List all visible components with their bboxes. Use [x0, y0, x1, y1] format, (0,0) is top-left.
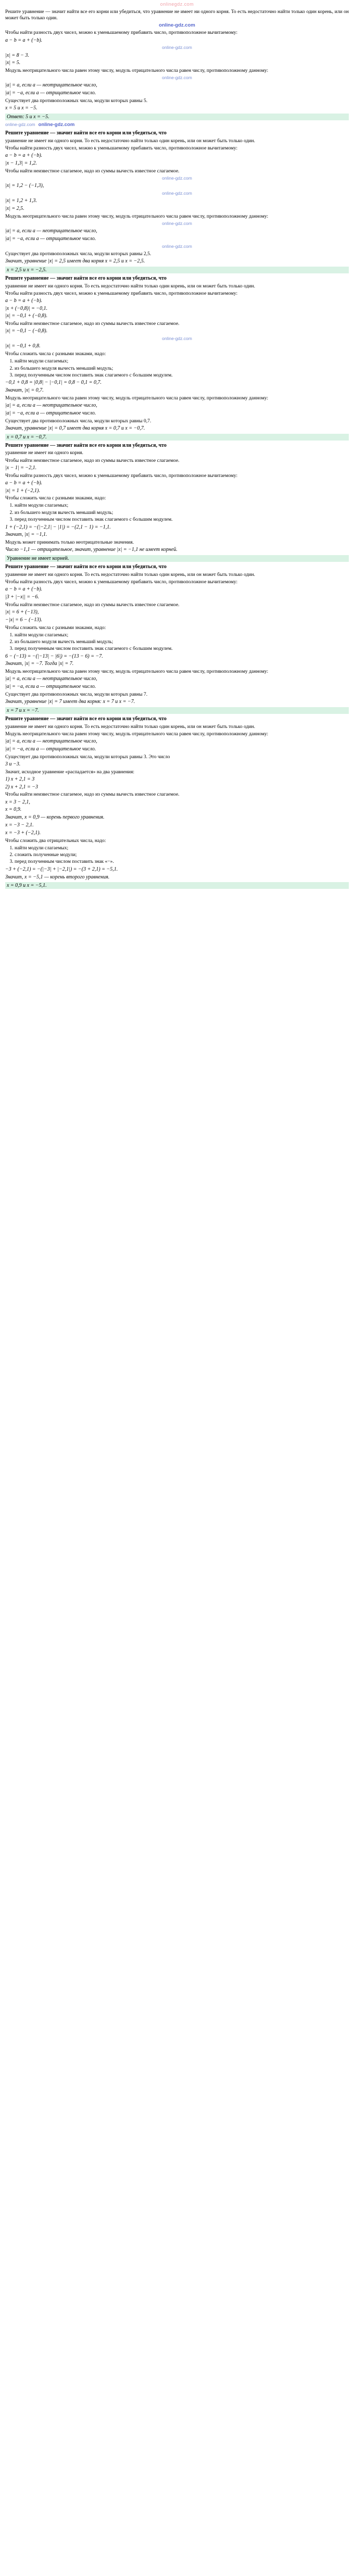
formula-modulus-neg-6: |a| = −a, если a — отрицательное число. [5, 746, 96, 752]
formula-modulus-nonneg-5: |a| = a, если a — неотрицательное число, [5, 676, 97, 682]
formula-modulus-neg-5: |a| = −a, если a — отрицательное число. [5, 684, 96, 690]
paragraph-unknown-addend-2: Чтобы найти неизвестное слагаемое, надо из суммы вычесть известное слагаемое. [5, 168, 180, 174]
formula-abs-8: |x| = −0,1 + 0,8. [5, 343, 41, 349]
paragraph-difference-rule-1: Чтобы найти разность двух чисел, можно к уменьшаемому прибавить число, противоположное вычитаемому: [5, 30, 238, 36]
formula-significance-1: Значит, |x| = 0,7. [5, 387, 44, 394]
heading-solve-6: Решите уравнение — значит найти все его корни или убедиться, что [5, 715, 167, 722]
heading-solve-3: Решите уравнение — значит найти все его корни или убедиться, что [5, 275, 167, 281]
formula-compute-4: −3 + (−2,1) = −(|−3| + |−2,1|) = −(3 + 2,1) = −5,1. [5, 866, 118, 872]
formula-modulus-nonneg-1: |a| = a, если a — неотрицательное число, [5, 82, 97, 89]
paragraph-modulus-rule-6: Модуль неотрицательного числа равен этому числу, модуль отрицательного числа равен числу, противоположному данному: [5, 731, 269, 737]
list-item: 2. из большего модуля вычесть меньший модуль; [15, 639, 349, 645]
list-add-diff-signs-2 [5, 502, 349, 523]
list-item: 1. найти модули слагаемых; [15, 502, 349, 509]
formula-solve-1a: x = 3 − 2,1, [5, 799, 30, 805]
answer-highlight-6: x = 0,9 и x = −5,1. [5, 882, 349, 889]
paragraph-splits-into-two: Значит, исходное уравнение «распадается» на два уравнения: [5, 769, 135, 775]
formula-abs-2: |x| = 5. [5, 60, 21, 66]
watermark-inline-4: online-gdz.com [162, 175, 192, 181]
formula-compute-3: 6 − (−13) = −(|−13| − |6|) = −(13 − 6) = −7. [5, 653, 103, 659]
paragraph-modulus-nonneg-only: Модуль может принимать только неотрицательные значения. [5, 540, 134, 546]
list-item: 1. найти модули слагаемых; [15, 358, 349, 365]
paragraph-difference-rule-3: Чтобы найти разность двух чисел, можно к уменьшаемому прибавить число, противоположное вычитаемому: [5, 291, 238, 296]
formula-modulus-neg-3: |a| = −a, если a — отрицательное число. [5, 410, 96, 416]
formula-root-first: Значит, x = 0,9 — корень первого уравнения. [5, 814, 105, 821]
watermark-inline-3: online-gdz.com [162, 75, 192, 81]
formula-abs-11: −|x| = 6 − (−13). [5, 617, 43, 623]
formula-equation-4: |x − 1| = −2,1. [5, 464, 37, 471]
list-item: 3. перед полученным числом поставить знак «−». [15, 859, 349, 865]
paragraph-difference-rule-5: Чтобы найти разность двух чисел, можно к уменьшаемому прибавить число, противоположное вычитаемому: [5, 580, 238, 585]
formula-equation-5: |3 + |−x|| = −6. [5, 594, 39, 600]
formula-equation-3: |x + (−0,8)| = −0,1. [5, 305, 48, 311]
formula-modulus-neg-2: |a| = −a, если a — отрицательное число. [5, 235, 96, 242]
formula-subequation-1: 1) x + 2,1 = 3 [5, 776, 35, 782]
formula-abs-7: |x| = −0,1 − (−0,8). [5, 328, 48, 334]
watermark-inline-7: online-gdz.com [162, 243, 192, 249]
paragraph-add-diff-signs-2: Чтобы сложить числа с разными знаками, надо: [5, 496, 106, 501]
formula-difference-5: a − b = a + (−b). [5, 586, 43, 593]
formula-modulus-nonneg-6: |a| = a, если a — неотрицательное число, [5, 738, 97, 745]
answer-highlight-2: x = 2,5 и x = −2,5. [5, 267, 349, 273]
list-item: 1. найти модули слагаемых; [15, 632, 349, 638]
formula-modulus-neg-1: |a| = −a, если a — отрицательное число. [5, 90, 96, 96]
paragraph-two-opposites-2: Существует два противоположных числа, модули которых равны 2,5. [5, 251, 151, 257]
formula-difference-3: a − b = a + (−b). [5, 297, 43, 304]
formula-roots-2: Значит, уравнение |x| = 2,5 имеет два корня x = 2,5 и x = −2,5. [5, 258, 145, 264]
paragraph-solve-definition-5: уравнение не имеет ни одного корня. То есть недостаточно найти только один корень, или он может быть только один. [5, 572, 255, 577]
list-item: 1. найти модули слагаемых; [15, 845, 349, 851]
formula-roots-3: Значит, уравнение |x| = 0,7 имеет два корня x = 0,7 и x = −0,7. [5, 425, 145, 431]
list-item: 3. перед полученным числом поставить знак слагаемого с большим модулем. [15, 646, 349, 652]
document-content [0, 7, 354, 896]
list-item: 3. перед полученным числом поставить знак слагаемого с большим модулем. [15, 517, 349, 523]
paragraph-modulus-rule-2: Модуль неотрицательного числа равен этому числу, модуль отрицательного числа равен числу, противоположному данному: [5, 213, 269, 219]
formula-roots-5: Значит, уравнение |x| = 7 имеет два корня: x = 7 и x = −7. [5, 699, 135, 705]
paragraph-unknown-addend-5: Чтобы найти неизвестное слагаемое, надо из суммы вычесть известное слагаемое. [5, 602, 180, 608]
list-item: 2. сложить полученные модули; [15, 852, 349, 858]
list-item: 2. из большего модуля вычесть меньший модуль; [15, 366, 349, 372]
paragraph-solve-definition-1: Решите уравнение — значит найти все его корни или убедиться, что уравнение не имеет ни одного корня. То есть недостаточно найти только один корень, или он может быть только один. [5, 9, 349, 21]
paragraph-add-two-negatives: Чтобы сложить два отрицательных числа, надо: [5, 838, 106, 844]
paragraph-two-opposites-6: Существует два противоположных числа, модули которых равны 3. Это число [5, 754, 170, 760]
heading-solve-2: Решите уравнение — значит найти все его корни или убедиться, что [5, 130, 167, 136]
formula-solve-2b: x = −3 + (−2,1). [5, 830, 41, 836]
list-item: 3. перед полученным числом поставить знак слагаемого с большим модулем. [15, 372, 349, 379]
formula-no-roots-reason: Число −1,1 — отрицательное, значит, уравнение |x| = −1,1 не имеет корней. [5, 547, 178, 553]
formula-abs-10: |x| = 6 + (−13), [5, 609, 39, 615]
answer-highlight-4: Уравнение не имеет корней. [5, 555, 349, 562]
heading-solve-5: Решите уравнение — значит найти все его корни или убедиться, что [5, 564, 167, 570]
formula-abs-5: |x| = 2,5. [5, 205, 24, 211]
formula-abs-9: |x| = 1 + (−2,1). [5, 487, 40, 494]
formula-solve-2a: x = −3 − 2,1. [5, 822, 34, 828]
formula-roots-1: x = 5 и x = −5. [5, 105, 37, 111]
formula-significance-2: Значит, |x| = −1,1. [5, 532, 47, 538]
formula-abs-1: |x| = 8 − 3. [5, 52, 29, 58]
answer-highlight-5: x = 7 и x = −7. [5, 707, 349, 714]
answer-highlight-1: Ответ: 5 и x = −5. [5, 114, 349, 120]
paragraph-modulus-rule-5: Модуль неотрицательного числа равен этому числу, модуль отрицательного числа равен числу, противоположному данному: [5, 669, 269, 675]
top-watermark: onlinegdz.com [160, 2, 194, 7]
formula-compute-1: −0,1 + 0,8 = |0,8| − |−0,1| = 0,8 − 0,1 = 0,7. [5, 380, 102, 386]
formula-modulus-nonneg-2: |a| = a, если a — неотрицательное число, [5, 228, 97, 234]
formula-difference-2: a − b = a + (−b). [5, 153, 43, 159]
formula-three-values: 3 и −3. [5, 761, 21, 767]
formula-subequation-2: 2) x + 2,1 = −3 [5, 784, 39, 790]
list-add-diff-signs-1 [5, 358, 349, 379]
watermark-inline-6: online-gdz.com [162, 220, 192, 226]
watermark-pair-1: online-gdz.com online-gdz.com [5, 122, 75, 128]
paragraph-unknown-addend-4: Чтобы найти неизвестное слагаемое, надо из суммы вычесть известное слагаемое. [5, 458, 180, 463]
formula-equation-2: |x − 1,3| = 1,2. [5, 160, 37, 167]
formula-significance-3: Значит, |x| = −7. Тогда |x| = 7. [5, 661, 74, 667]
formula-root-second: Значит, x = −5,1 — корень второго уравнения. [5, 874, 110, 880]
list-add-two-negatives [5, 845, 349, 865]
paragraph-modulus-rule-1: Модуль неотрицательного числа равен этому числу, модуль отрицательного числа равен числу, противоположному данному: [5, 68, 269, 74]
paragraph-modulus-rule-3: Модуль неотрицательного числа равен этому числу, модуль отрицательного числа равен числу, противоположному данному: [5, 395, 269, 401]
formula-modulus-nonneg-3: |a| = a, если a — неотрицательное число, [5, 403, 97, 409]
paragraph-difference-rule-4: Чтобы найти разность двух чисел, можно к уменьшаемому прибавить число, противоположное вычитаемому: [5, 473, 238, 479]
paragraph-add-diff-signs-3: Чтобы сложить числа с разными знаками, надо: [5, 625, 106, 631]
paragraph-add-diff-signs-1: Чтобы сложить числа с разными знаками, надо: [5, 351, 106, 357]
paragraph-difference-rule-2: Чтобы найти разность двух чисел, можно к уменьшаемому прибавить число, противоположное вычитаемому: [5, 146, 238, 152]
answer-highlight-3: x = 0,7 и x = −0,7. [5, 434, 349, 441]
list-item: 2. из большего модуля вычесть меньший модуль; [15, 510, 349, 516]
watermark-inline-2: online-gdz.com [162, 45, 192, 51]
formula-difference-4: a − b = a + (−b). [5, 480, 43, 486]
heading-solve-4: Решите уравнение — значит найти все его корни или убедиться, что [5, 442, 167, 448]
paragraph-solve-definition-6: уравнение не имеет ни одного корня. То есть недостаточно найти только один корень, или он может быть только один. [5, 724, 255, 730]
paragraph-two-opposites-5: Существует два противоположных числа, модули которых равны 7. [5, 692, 148, 698]
paragraph-unknown-addend-3: Чтобы найти неизвестное слагаемое, надо из суммы вычесть известное слагаемое. [5, 321, 180, 327]
formula-abs-6: |x| = −0,1 + (−0,8). [5, 313, 48, 319]
formula-difference-1: a − b = a + (−b). [5, 37, 43, 43]
watermark-inline-8: online-gdz.com [162, 336, 192, 342]
list-add-diff-signs-3 [5, 632, 349, 652]
formula-solve-1b: x = 0,9. [5, 807, 22, 813]
formula-compute-2: 1 + (−2,1) = −(|−2,1| − |1|) = −(2,1 − 1) = −1,1. [5, 524, 111, 530]
watermark-inline-1: online-gdz.com [159, 22, 195, 29]
paragraph-solve-definition-2: уравнение не имеет ни одного корня. То есть недостаточно найти только один корень, или он может быть только один. [5, 138, 255, 144]
formula-abs-3: |x| = 1,2 − (−1,3), [5, 183, 44, 189]
paragraph-unknown-addend-6: Чтобы найти неизвестное слагаемое, надо из суммы вычесть известное слагаемое. [5, 792, 180, 798]
formula-abs-4: |x| = 1,2 + 1,3. [5, 198, 37, 204]
paragraph-solve-definition-3: уравнение не имеет ни одного корня. То есть недостаточно найти только один корень, или он может быть только один. [5, 283, 255, 289]
paragraph-solve-definition-4: уравнение не имеет ни одного корня. [5, 450, 83, 456]
paragraph-two-opposites-3: Существует два противоположных числа, модули которых равны 0,7. [5, 418, 151, 424]
watermark-inline-5: online-gdz.com [162, 191, 192, 196]
paragraph-two-opposites-1: Существует два противоположных числа, модули которых равны 5. [5, 98, 148, 104]
